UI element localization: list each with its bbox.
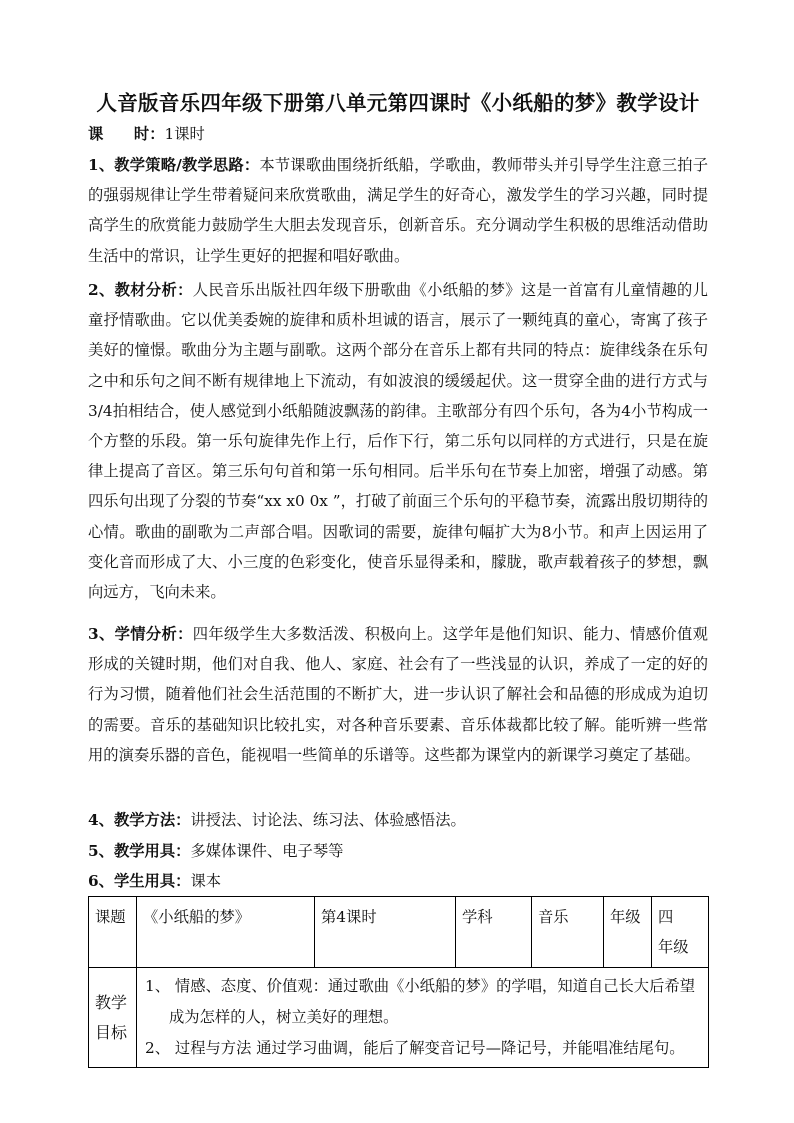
grade-label-cell: 年级 bbox=[604, 897, 652, 968]
section-label: 5、教学用具： bbox=[88, 842, 191, 860]
section-label: 4、教学方法： bbox=[88, 811, 191, 829]
lesson-info-table bbox=[88, 896, 709, 1068]
section-text: 人民音乐出版社四年级下册歌曲《小纸船的梦》这是一首富有儿童情趣的儿童抒情歌曲。它以优美委婉的旋律和质朴坦诚的语言，展示了一颗纯真的童心，寄寓了孩子美好的憧憬。歌曲分为主题与副歌。这两个部分在音乐上都有共同的特点：旋律线条在乐句之中和乐句之间不断有规律地上下流动，有如波浪的缓缓起伏。这一贯穿全曲的进行方式与3/4拍相结合，使人感觉到小纸船随波飘荡的韵律。主歌部分有四个乐句，各为4小节构成一个方整的乐段。第一乐句旋律先作上行，后作下行，第二乐句以同样的方式进行，只是在旋律上提高了音区。第三乐句句首和第一乐句相同。后半乐句在节奏上加密，增强了动感。第四乐句出现了分裂的节奏“xx x0 0x ”，打破了前面三个乐句的平稳节奏，流露出殷切期待的心情。歌曲的副歌为二声部合唱。因歌词的需要，旋律句幅扩大为8小节。和声上因运用了变化音而形成了大、小三度的色彩变化，使音乐显得柔和，朦胧，歌声载着孩子的梦想，飘向远方，飞向未来。 bbox=[88, 281, 708, 602]
goals-cell bbox=[137, 968, 709, 1068]
section-label: 6、学生用具： bbox=[88, 872, 191, 890]
table-row bbox=[89, 968, 709, 1068]
subject-label-cell: 学科 bbox=[456, 897, 532, 968]
section-student-analysis bbox=[88, 619, 708, 770]
goals-label-cell: 教学目标 bbox=[89, 968, 137, 1068]
goal-item: 2、 过程与方法 通过学习曲调，能后了解变音记号—降记号，并能唱准结尾句。 bbox=[145, 1039, 685, 1057]
section-teaching-methods bbox=[88, 805, 708, 835]
goal-item: 1、 情感、态度、价值观：通过歌曲《小纸船的梦》的学唱，知道自己长大后希望成为怎样的人，树立美好的理想。 bbox=[145, 977, 695, 1026]
topic-value-cell: 《小纸船的梦》 bbox=[137, 897, 315, 968]
section-label: 1、教学策略/教学思路： bbox=[88, 156, 260, 174]
lesson-cell: 第4课时 bbox=[315, 897, 456, 968]
table-row bbox=[89, 897, 709, 968]
section-text: 讲授法、讨论法、练习法、体验感悟法。 bbox=[190, 811, 466, 829]
grade-value-cell: 四 年级 bbox=[652, 897, 709, 968]
topic-label-cell: 课题 bbox=[89, 897, 137, 968]
class-hours-label: 课 时： bbox=[88, 125, 165, 143]
section-text: 多媒体课件、电子琴等 bbox=[190, 842, 344, 860]
section-text: 四年级学生大多数活泼、积极向上。这学年是他们知识、能力、情感价值观形成的关键时期，他们对自我、他人、家庭、社会有了一些浅显的认识，养成了一定的好的行为习惯，随着他们社会生活范围的不断扩大，进一步认识了解社会和品德的形成成为迫切的需要。音乐的基础知识比较扎实，对各种音乐要素、音乐体裁都比较了解。能听辨一些常用的演奏乐器的音色，能视唱一些简单的乐谱等。这些都为课堂内的新课学习奠定了基础。 bbox=[88, 625, 708, 764]
document-title: 人音版音乐四年级下册第八单元第四课时《小纸船的梦》教学设计 bbox=[96, 91, 700, 115]
section-label: 2、教材分析： bbox=[88, 281, 193, 299]
section-label: 3、学情分析： bbox=[88, 625, 193, 643]
class-hours-line bbox=[88, 119, 708, 149]
section-teaching-tools bbox=[88, 836, 708, 866]
section-student-tools bbox=[88, 866, 708, 896]
section-material-analysis bbox=[88, 275, 708, 607]
section-text: 本节课歌曲围绕折纸船，学歌曲，教师带头并引导学生注意三拍子的强弱规律让学生带着疑问来欣赏歌曲，满足学生的好奇心，激发学生的学习兴趣，同时提高学生的欣赏能力鼓励学生大胆去发现音乐，创新音乐。充分调动学生积极的思维活动借助生活中的常识，让学生更好的把握和唱好歌曲。 bbox=[88, 156, 708, 265]
class-hours-value: 1课时 bbox=[164, 125, 205, 143]
section-strategy bbox=[88, 150, 708, 271]
section-text: 课本 bbox=[190, 872, 222, 890]
subject-value-cell: 音乐 bbox=[532, 897, 604, 968]
